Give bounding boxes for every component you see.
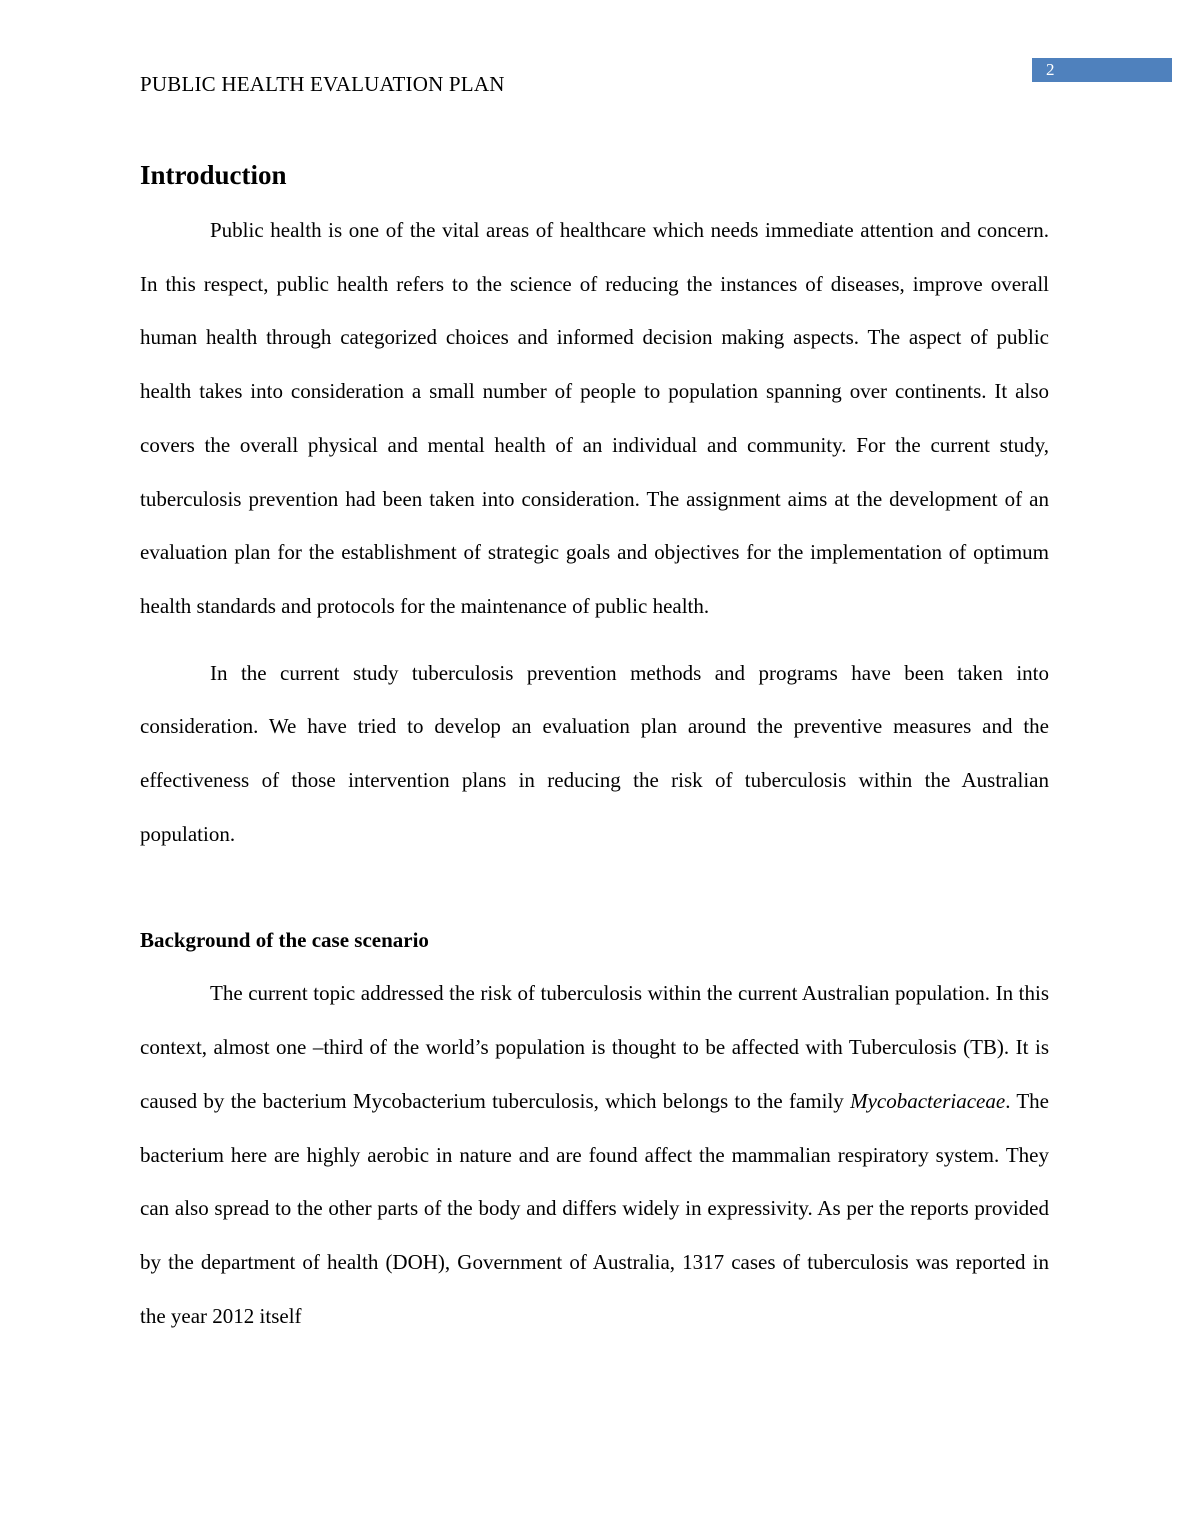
running-head: PUBLIC HEALTH EVALUATION PLAN <box>140 72 505 96</box>
background-paragraph <box>140 967 1049 1343</box>
background-text-start: The current topic addressed the risk of tuberculosis within the current Australian population. In this context, almost one –third of the world’s population is thought to be affected with Tuberculosis (TB). It is caused by the bacterium Mycobacterium tuberculosis, which belongs to the family <box>140 981 1049 1113</box>
introduction-heading: Introduction <box>140 160 287 190</box>
introduction-paragraph-1: Public health is one of the vital areas of healthcare which needs immediate attention and concern. In this respect, public health refers to the science of reducing the instances of diseases, improve overall human health through categorized choices and informed decision making aspects. The aspect of public health takes into consideration a small number of people to population spanning over continents. It also covers the overall physical and mental health of an individual and community. For the current study, tuberculosis prevention had been taken into consideration. The assignment aims at the development of an evaluation plan for the establishment of strategic goals and objectives for the implementation of optimum health standards and protocols for the maintenance of public health. <box>140 218 1049 618</box>
document-body <box>140 154 1049 1343</box>
background-text-end: . The bacterium here are highly aerobic in nature and are found affect the mammalian respiratory system. They can also spread to the other parts of the body and differs widely in expressivity. As per the reports provided by the department of health (DOH), Government of Australia, 1317 cases of tuberculosis was reported in the year 2012 itself <box>140 1088 1049 1328</box>
page-number: 2 <box>1046 60 1055 79</box>
introduction-paragraph-2: In the current study tuberculosis prevention methods and programs have been taken into consideration. We have tried to develop an evaluation plan around the preventive measures and the effectiveness of those intervention plans in reducing the risk of tuberculosis within the Australian population. <box>140 660 1049 846</box>
italic-family-name: Mycobacteriaceae <box>850 1088 1006 1113</box>
background-heading: Background of the case scenario <box>140 928 429 953</box>
